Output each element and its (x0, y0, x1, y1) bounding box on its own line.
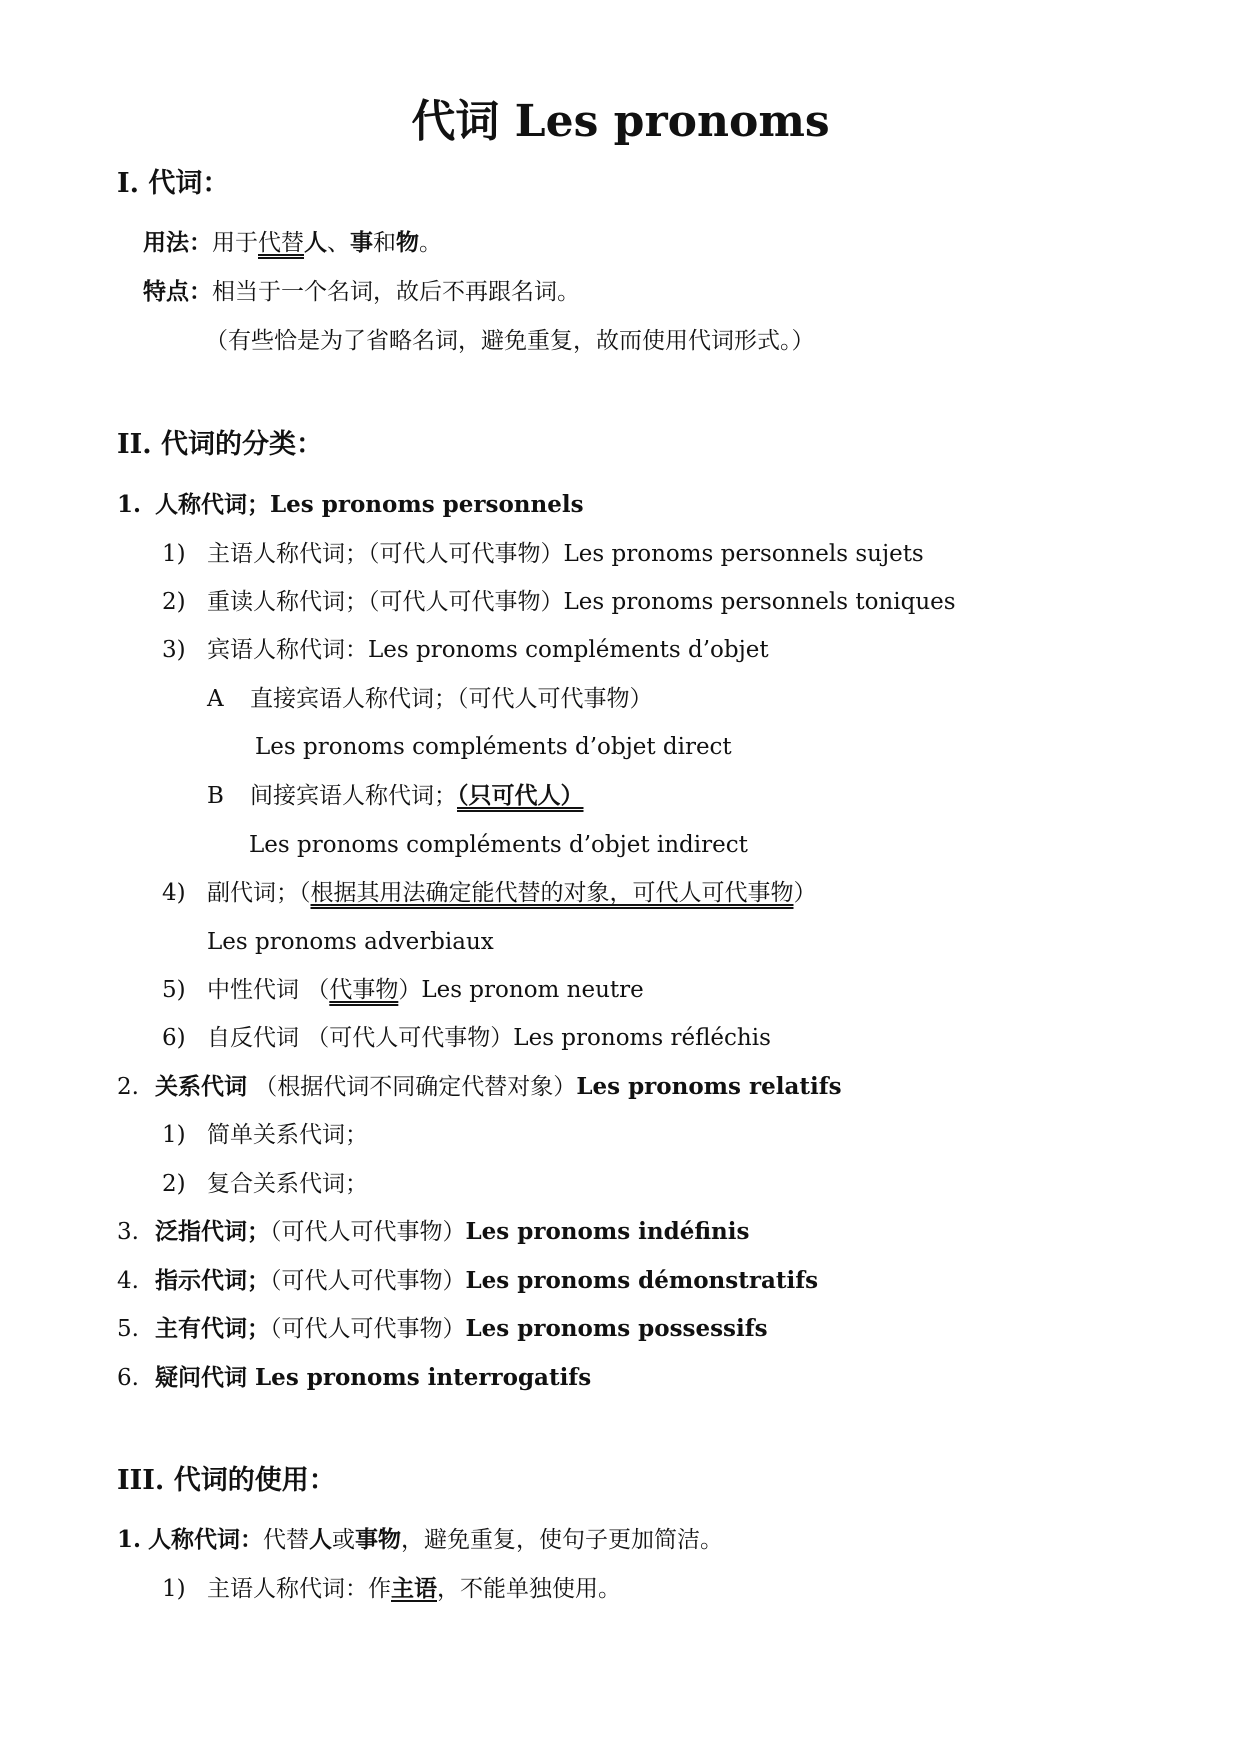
usage-bold-2: 事 (350, 229, 373, 256)
class-1-item-4 (162, 877, 817, 909)
class-4-bold: 指示代词； (155, 1267, 270, 1294)
class-2-item-2 (162, 1168, 368, 1200)
class-6-text: 疑问代词 Les pronoms interrogatifs (155, 1364, 592, 1391)
class-3-french: Les pronoms indéfinis (465, 1218, 750, 1245)
item-text: 主语人称代词：作 (207, 1576, 391, 1602)
usage-1-bold-2: 人 (309, 1526, 332, 1553)
feature-note: （有些恰是为了省略名词，避免重复，故而使用代词形式。） (205, 328, 815, 354)
sub-item-letter: A (207, 686, 224, 712)
item-text: 中性代词 （ (207, 977, 330, 1003)
class-2 (117, 1071, 842, 1103)
item-number: 4) (162, 880, 186, 906)
usage-1 (117, 1524, 723, 1556)
class-2-number: 2. (117, 1074, 139, 1100)
class-3-number: 3. (117, 1219, 139, 1245)
class-5-text: （可代人可代事物） (270, 1316, 466, 1342)
usage-label: 用法： (143, 229, 212, 256)
usage-bold-1: 人 (304, 229, 327, 256)
usage-1-number: 1. (117, 1526, 142, 1553)
class-1-item-2 (162, 586, 956, 618)
class-2-item-1 (162, 1119, 368, 1151)
sub-item-underlined: （只可代人） (457, 782, 584, 809)
class-4-text: （可代人可代事物） (270, 1268, 466, 1294)
class-6-number: 6. (117, 1365, 139, 1391)
usage-text-1: 、 (327, 230, 350, 256)
usage-line (143, 227, 442, 259)
class-3 (117, 1216, 749, 1248)
class-3-bold: 泛指代词； (155, 1218, 270, 1245)
item-underlined: 主语 (391, 1575, 437, 1602)
item-text: 副代词；（ (207, 880, 311, 906)
item-number: 5) (162, 977, 186, 1003)
class-6 (117, 1362, 591, 1394)
usage-1-item-1 (162, 1573, 621, 1605)
item-number: 3) (162, 637, 186, 663)
feature-label: 特点： (143, 278, 212, 305)
feature-line (143, 276, 580, 308)
class-1-item-3b (207, 780, 584, 812)
class-1-item-6 (162, 1022, 771, 1054)
item-text: 主语人称代词；（可代人可代事物）Les pronoms personnels sujets (207, 541, 924, 567)
usage-1-text-1: 代替 (263, 1527, 309, 1553)
item-number: 1) (162, 541, 186, 567)
usage-1-text-3: ，避免重复，使句子更加简洁。 (401, 1527, 723, 1553)
class-1-item-3a (207, 683, 653, 715)
class-1-item-1 (162, 538, 924, 570)
sub-item-letter: B (207, 783, 224, 809)
item-text: 简单关系代词； (207, 1122, 368, 1148)
class-1-number: 1. (117, 491, 142, 518)
sub-item-text: 间接宾语人称代词； (250, 783, 457, 809)
sub-item-text: 直接宾语人称代词；（可代人可代事物） (250, 686, 653, 712)
item-number: 2) (162, 589, 186, 615)
page-title: 代词 Les pronoms (411, 96, 830, 147)
usage-1-bold: 人称代词： (148, 1526, 263, 1553)
item-text: 自反代词 （可代人可代事物）Les pronoms réfléchis (207, 1025, 771, 1051)
class-1-item-3 (162, 634, 769, 666)
class-5-number: 5. (117, 1316, 139, 1342)
item-end: ） (793, 880, 817, 906)
class-1-item-5 (162, 974, 644, 1006)
item-number: 1) (162, 1122, 186, 1148)
feature-text: 相当于一个名词，故后不再跟名词。 (212, 279, 580, 305)
class-3-text: （可代人可代事物） (270, 1219, 466, 1245)
section-3-heading: III. 代词的使用： (117, 1465, 336, 1496)
class-4 (117, 1265, 818, 1297)
class-1 (117, 489, 584, 521)
usage-1-text-2: 或 (332, 1527, 355, 1553)
item-number: 1) (162, 1576, 186, 1602)
class-4-number: 4. (117, 1268, 139, 1294)
class-4-french: Les pronoms démonstratifs (465, 1267, 819, 1294)
usage-bold-3: 物 (396, 229, 419, 256)
class-2-bold: 关系代词 (155, 1073, 247, 1100)
item-end: ，不能单独使用。 (437, 1576, 621, 1602)
item-text: 宾语人称代词：Les pronoms compléments d’objet (207, 637, 769, 663)
item-text: 重读人称代词；（可代人可代事物）Les pronoms personnels toniques (207, 589, 956, 615)
usage-underlined: 代替 (258, 230, 304, 256)
section-1-heading: I. 代词： (117, 168, 230, 199)
class-2-french: Les pronoms relatifs (576, 1073, 842, 1100)
usage-end: 。 (419, 230, 442, 256)
class-5 (117, 1313, 768, 1345)
item-text: 复合关系代词； (207, 1171, 368, 1197)
item-end: ）Les pronom neutre (398, 977, 644, 1003)
class-5-bold: 主有代词； (155, 1315, 270, 1342)
item-number: 2) (162, 1171, 186, 1197)
item-underlined: 根据其用法确定能代替的对象，可代人可代事物 (310, 880, 794, 906)
item-underlined: 代事物 (329, 977, 399, 1003)
class-1-text: 人称代词；Les pronoms personnels (155, 491, 584, 518)
class-1-item-3a-french: Les pronoms compléments d’objet direct (255, 734, 732, 760)
class-1-item-4-french: Les pronoms adverbiaux (207, 929, 494, 955)
class-5-french: Les pronoms possessifs (465, 1315, 768, 1342)
item-number: 6) (162, 1025, 186, 1051)
section-2-heading: II. 代词的分类： (117, 429, 324, 460)
usage-text-2: 和 (373, 230, 396, 256)
class-1-item-3b-french: Les pronoms compléments d’objet indirect (249, 832, 748, 858)
usage-pre: 用于 (212, 230, 258, 256)
class-2-text: （根据代词不同确定代替对象） (247, 1074, 577, 1100)
usage-1-bold-3: 事物 (355, 1526, 401, 1553)
